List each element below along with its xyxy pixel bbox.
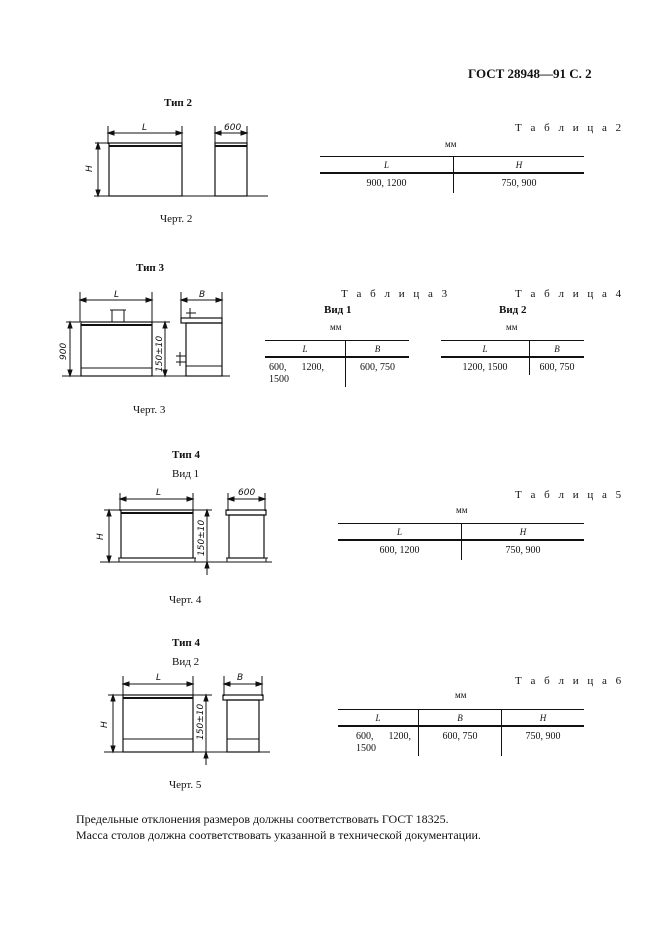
table3-cell-l-line2: 1500 <box>269 374 289 385</box>
type3-dim-150: 150±10 <box>155 335 165 372</box>
table4-cell-b: 600, 750 <box>530 357 585 375</box>
table3-cell-l-line1: 600, 1200, <box>269 362 324 373</box>
table3-header-b: B <box>346 341 410 358</box>
table6-cell-l-line1: 600, 1200, <box>356 731 411 742</box>
type2-dim-w: 600 <box>224 123 242 133</box>
type3-caption: Черт. 3 <box>133 404 166 416</box>
table5-header-l: L <box>338 524 462 541</box>
page-header: ГОСТ 28948—91 С. 2 <box>468 66 592 81</box>
table4-unit: мм <box>506 322 518 332</box>
type3-dim-l: L <box>114 290 120 300</box>
table6-unit: мм <box>455 690 467 700</box>
type4v1-dim-l: L <box>156 488 162 498</box>
type2-caption: Черт. 2 <box>160 213 193 225</box>
table4-view: Вид 2 <box>499 304 527 316</box>
table6-cell-l <box>338 726 419 756</box>
type4v2-dim-150: 150±10 <box>196 703 206 740</box>
table3-view: Вид 1 <box>324 304 352 316</box>
table4-header-b: B <box>530 341 585 358</box>
type4v2-dim-h: H <box>100 721 110 728</box>
type4v2-view: Вид 2 <box>172 656 200 668</box>
table4-cell-l: 1200, 1500 <box>462 362 508 373</box>
type3-dim-900: 900 <box>59 342 69 360</box>
table5-cell-l: 600, 1200 <box>379 545 420 556</box>
type2-dim-h: H <box>85 165 95 172</box>
table2-header-h: H <box>454 157 585 174</box>
type2-dim-l: L <box>142 123 148 133</box>
type4v2-caption: Черт. 5 <box>169 779 202 791</box>
type3-title: Тип 3 <box>136 262 164 274</box>
type4v1-caption: Черт. 4 <box>169 594 202 606</box>
table4-header-l: L <box>441 341 530 358</box>
type2-title: Тип 2 <box>164 97 192 109</box>
table6-cell-l-line2: 1500 <box>356 743 376 754</box>
type4v1-title: Тип 4 <box>172 449 200 461</box>
table6-cell-h: 750, 900 <box>502 726 585 756</box>
note-mass: Масса столов должна соответствовать указанной в технической документации. <box>76 828 481 842</box>
table6-cell-b: 600, 750 <box>419 726 502 756</box>
table2-label: Т а б л и ц а 2 <box>515 122 625 134</box>
table3-header-l: L <box>265 341 346 358</box>
table2-cell-h: 750, 900 <box>454 173 585 193</box>
table3-label: Т а б л и ц а 3 <box>341 288 451 300</box>
type4v2-dim-b: B <box>237 673 244 683</box>
table3-cell-b: 600, 750 <box>346 357 410 387</box>
type4v2-dim-l: L <box>156 673 162 683</box>
type4v1-dim-w: 600 <box>238 488 256 498</box>
type4v1-dim-h: H <box>96 533 106 540</box>
table5-unit: мм <box>456 505 468 515</box>
type3-dim-b: B <box>199 290 206 300</box>
table4-label: Т а б л и ц а 4 <box>515 288 625 300</box>
type4v1-dim-150: 150±10 <box>197 519 207 556</box>
table2-unit: мм <box>445 139 457 149</box>
type4v2-title: Тип 4 <box>172 637 200 649</box>
table6-header-b: B <box>419 710 502 727</box>
table5-cell-h: 750, 900 <box>462 540 585 560</box>
table2-cell-l: 900, 1200 <box>366 178 407 189</box>
table6 <box>338 709 584 756</box>
table3-unit: мм <box>330 322 342 332</box>
table6-label: Т а б л и ц а 6 <box>515 675 625 687</box>
note-deviations: Предельные отклонения размеров должны соответствовать ГОСТ 18325. <box>76 812 449 826</box>
table5-label: Т а б л и ц а 5 <box>515 489 625 501</box>
table6-header-h: H <box>502 710 585 727</box>
table2-header-l: L <box>320 157 454 174</box>
type4v1-view: Вид 1 <box>172 468 200 480</box>
table6-header-l: L <box>338 710 419 727</box>
table5-header-h: H <box>462 524 585 541</box>
